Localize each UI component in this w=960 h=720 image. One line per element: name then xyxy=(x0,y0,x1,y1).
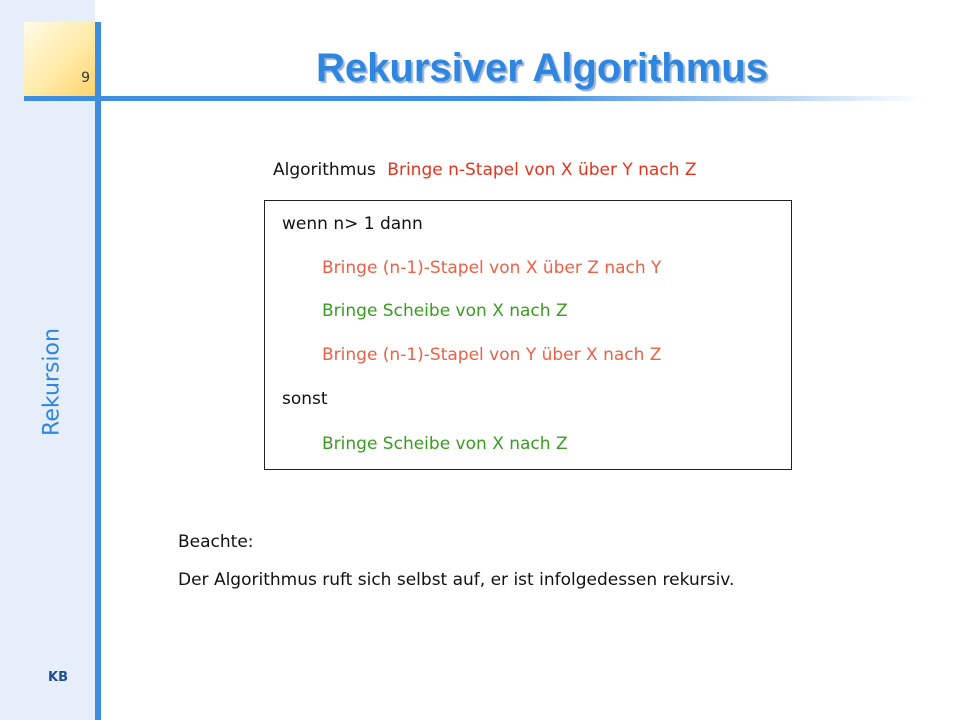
page-title: Rekursiver Algorithmus xyxy=(316,46,768,90)
footer-initials: KB xyxy=(48,670,68,685)
algorithm-name: Bringe n-Stapel von X über Y nach Z xyxy=(387,160,697,180)
vertical-divider xyxy=(95,22,101,720)
slide-number: 9 xyxy=(81,70,90,86)
algorithm-line-move-disk: Bringe Scheibe von X nach Z xyxy=(322,301,568,321)
horizontal-divider xyxy=(24,96,924,101)
corner-decoration xyxy=(24,22,97,98)
algorithm-line-move-disk-base: Bringe Scheibe von X nach Z xyxy=(322,434,568,454)
note-heading: Beachte: xyxy=(178,532,254,552)
side-title: Rekursion xyxy=(39,328,65,436)
note-text: Der Algorithmus ruft sich selbst auf, er ist infolgedessen rekursiv. xyxy=(178,570,735,590)
algorithm-line-recursive-call-2: Bringe (n-1)-Stapel von Y über X nach Z xyxy=(322,345,662,365)
algorithm-line-recursive-call-1: Bringe (n-1)-Stapel von X über Z nach Y xyxy=(322,258,662,278)
algorithm-line-else: sonst xyxy=(282,389,328,409)
algorithm-label: Algorithmus xyxy=(273,160,376,180)
algorithm-box xyxy=(264,200,792,470)
algorithm-line-if: wenn n> 1 dann xyxy=(282,214,423,234)
algorithm-header xyxy=(273,160,697,180)
